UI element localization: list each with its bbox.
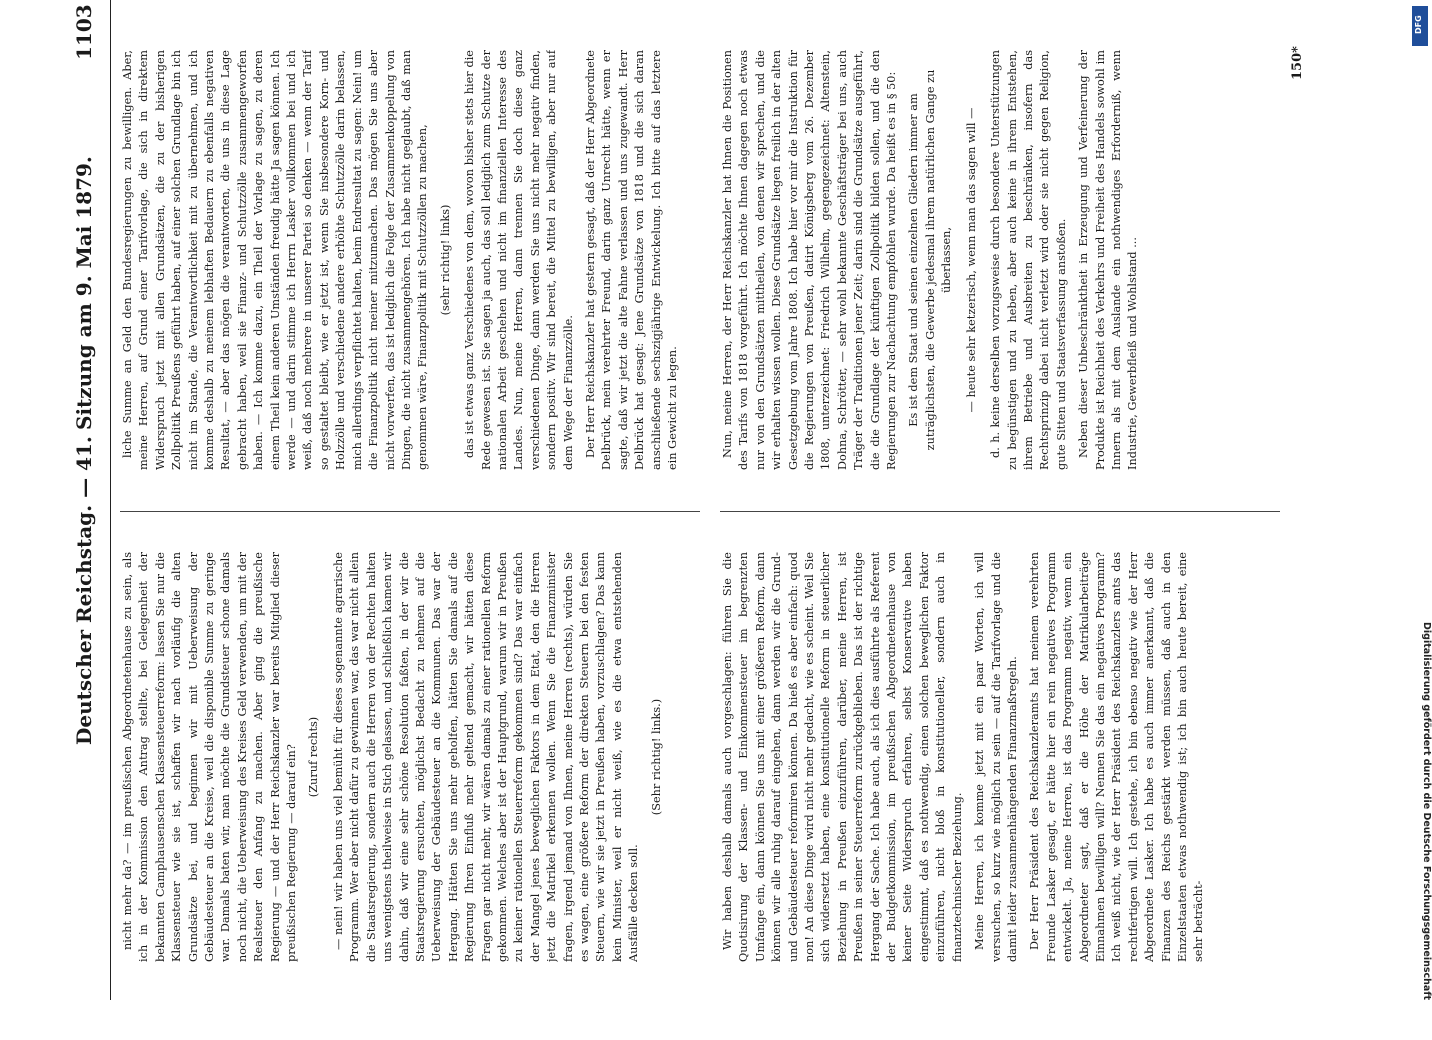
paragraph: liche Summe an Geld den Bundesregierungen zu bewilligen. Aber, meine Herren, auf Grund einer Tarifvorlage, die sich in direktem Widerspruch jetzt mit allen Grundsätzen, die zu der bisherigen Zollpolitik Preußens geführt haben, auf einer solchen Grundlage bin ich nicht im Stande, die Verantwortlichkeit mit zu übernehmen, und ich komme deshalb zu meinem lebhaften Bedauern zu ebenfalls negativen Resultat, — aber das mögen die verantworten, die uns in diese Lage gebracht haben, weil sie Finanz- und Schutzzölle zusammengeworfen haben. — Ich komme dazu, ein Theil der Vorlage zu sagen, zu deren einem Theil kein anderen Umständen freudig hätte Ja sagen können. Ich werde — und darin stimme ich Herrn Lasker vollkommen bei und ich weiß, daß noch mehrere in unserer Partei so denken — wenn der Tarif so gestaltet bleibt, wie er jetzt ist, wenn Sie insbesondere Korn- und Holzzölle und verschiedene andere erhöhte Schutzzölle darin belassen, mich allerdings verpflichtet halten, beim Endresultat zu sagen: Nein! um die Finanzpolitik nicht meiner mitzumachen. Das mögen Sie uns aber nicht vorwerfen, das ist lediglich die Folge der Zusammenkoppelung von Dingen, die nicht zusammengehören. Ich habe nicht geglaubt, daß man genommen wäre, Finanzpolitik mit Schutzzöllen zu machen,	[121, 50, 430, 470]
column-left-bottom	[720, 552, 1280, 962]
paragraph: Meine Herren, ich komme jetzt mit ein paar Worten, ich will versuchen, so kurz wie möglich zu sein — auf die Tarifvorlage und die damit leider zusammenhängenden Finanzmaßregeln.	[973, 552, 1019, 962]
paragraph: Wir haben deshalb damals auch vorgeschlagen: führen Sie die Quotisirung der Klassen- und Einkommensteuer im begrenzten Umfange ein, dann können Sie uns mit einer größeren Reform, dann können wir alle ruhig darauf eingehen, dann werden wir die Grund- und Gebäudesteuer reformiren können. Da hieß es aber einfach: quod non! An diese Dinge wird nicht mehr gedacht, wie es scheint. Weil Sie sich widersetzt haben, eine konstitutionelle Reform in steuerlicher Beziehung in Preußen einzuführen, darüber, meine Herren, ist Preußen in seiner Steuerreform zurückgeblieben. Das ist der richtige Hergang der Sache. Ich habe auch, als ich dies ausführte als Referent der Budgetkommission, im preußischen Abgeordnetenhause von keiner Seite Widerspruch erfahren, selbst Konservative haben eingestimmt, daß es nothwendig, einen solchen beweglichen Faktor einzuführen, nicht bloß in konstitutioneller, sondern auch in finanztechnischer Beziehung.	[721, 552, 964, 962]
page-number: 1103	[72, 4, 96, 60]
column-left-top	[120, 552, 710, 962]
interjection: (sehr richtig! links)	[438, 204, 452, 316]
digitization-credit	[1408, 0, 1432, 1000]
quotation: d. h. keine derselben vorzugsweise durch besondere Unterstützungen zu begünstigen und zu heben, aber auch keine in ihrem Entstehen, ihrem Betriebe und Ausbreiten zu beschränken, insofern das Rechtsprinzip dabei nicht verletzt wird oder sie nicht gegen Religion, gute Sitten und Staatsverfassung anstoßen.	[989, 50, 1068, 470]
quotation: Es ist dem Staat und seinen einzelnen Gliedern immer am zuträglichsten, die Gewerbe jedesmal ihrem natürlichen Gange zu überlassen,	[907, 69, 954, 451]
column-divider	[120, 511, 700, 512]
paragraph: Der Herr Reichskanzler hat gestern gesagt, daß der Herr Abgeordnete Delbrück, mein verehrter Freund, darin ganz Unrecht hätte, wenn er sagte, daß wir jetzt die alte Fahne verlassen und uns zugewandt. Herr Delbrück hat gesagt: Jene Grundsätze von 1818 und die sich daran anschließende sechszigjährige Entwickelung. Ich bitte auf das letztere ein Gewicht zu legen.	[583, 50, 679, 470]
signature-mark: 150*	[1290, 46, 1305, 80]
column-right-top	[120, 50, 710, 470]
paragraph: Nun, meine Herren, der Herr Reichskanzler hat Ihnen die Positionen des Tarifs von 1818 vorgeführt. Ich möchte Ihnen dagegen noch etwas nur von den Grundsätzen mittheilen, von denen wir sprechen, und die wir erhalten wissen wollen. Diese Grundsätze liegen freilich in der alten Gesetzgebung vom Jahre 1808. Ich habe hier vor mir die Instruktion für die Regierungen von Preußen, datirt Königsberg vom 26. Dezember 1808, unterzeichnet: Friedrich Wilhelm, gegengezeichnet: Altenstein, Dohna, Schrötter, — sehr wohl bekannte Geschäftsträger bei uns, auch Träger der Traditionen jener Zeit; darin sind die Grundsätze ausgeführt, die die Grundlage der künftigen Zollpolitik bilden sollen, und die den Regierungen zur Nachachtung empfohlen wurde. Da heißt es in § 50:	[721, 50, 899, 470]
interjection: (Zuruf rechts)	[307, 716, 321, 798]
interjection: (Sehr richtig! links.)	[649, 698, 663, 816]
paragraph: Neben dieser Unbeschränktheit in Erzeugung und Verfeinerung der Produkte ist Reichheit des Verkehrs und Freiheit des Handels sowohl im Innern als mit dem Auslande ein nothwendiges Erforderniß, wenn Industrie, Gewerbfleiß und Wohlstand ...	[1077, 50, 1140, 470]
digitization-credit-text: Digitalisierung gefördert durch die Deutsche Forschungsgemeinschaft	[1421, 622, 1432, 1000]
paragraph: Der Herr Präsident des Reichskanzleramts hat meinem verehrten Freunde Lasker gesagt, er hätte hier ein rein negatives Programm entwickelt. Ja, meine Herren, ist das Programm negativ, wenn ein Abgeordneter sagt, daß er die Höhe der Matrikularbeiträge Einnahmen bewilligen will? Nennen Sie das ein negatives Programm? Ich weiß nicht, wie der Herr Präsident des Reichskanzlers amts das rechtfertigen will. Ich gestehe, ich bin ebenso negativ wie der Herr Abgeordnete Lasker. Ich habe es auch immer anerkannt, daß die Finanzen des Reichs gestärkt werden müssen, daß auch in den Einzelstaaten etwas nothwendig ist; ich bin auch heute bereit, eine sehr beträcht-	[1028, 552, 1206, 962]
running-head-session: Sitzung am 9. Mai 1879.	[72, 156, 96, 430]
running-head	[0, 0, 111, 1000]
paragraph: das ist etwas ganz Verschiedenes von dem, wovon bisher stets hier die Rede gewesen ist. Sie sagen ja auch, das soll lediglich zum Schutze der nationalen Arbeit geschehen und nicht im finanziellen Interesse des Landes. Nun, meine Herren, dann trennen Sie doch diese ganz verschiedenen Dinge, dann werden Sie uns nicht mehr negativ finden, sondern positiv. Wir sind bereit, die Mittel zu bewilligen, aber nur auf dem Wege der Finanzzölle.	[463, 50, 575, 470]
paragraph: nicht mehr da? — im preußischen Abgeordnetenhause zu sein, als ich in der Kommission den Antrag stellte, bei Gelegenheit der bekannten Camphausenschen Klassensteuerreform: lassen Sie nur die Klassensteuer wie sie ist, schaffen wir nach vorläufig die alten Grundsätze bei, und beginnen wir mit Ueberweisung der Gebäudesteuer an die Kreise, weil die disponible Summe zu geringe war. Damals baten wir, man möchte die Grundsteuer schone damals noch nicht, die Ueberweisung des Kreises Geld verwenden, um mit der Realsteuer den Anfang zu machen. Aber ging die preußische Regierung — und der Herr Reichskanzler war bereits Mitglied dieser preußischen Regierung — darauf ein?	[121, 552, 299, 962]
column-right-bottom	[720, 50, 1280, 470]
running-head-left: Deutscher Reichstag. — 41.	[72, 436, 96, 745]
paragraph: — nein! wir haben uns viel bemüht für dieses sogenannte agrarische Programm. Wer aber nicht dafür zu gewinnen war, das war nicht allein die Staatsregierung, sondern auch die Herren von der Rechten halten uns wenigstens theilweise in Stich gelassen, und schließlich kamen wir dahin, daß wir eine sehr schöne Resolution faßten, in der wir die Staatsregierung ersuchten, möglichst Bedacht zu nehmen auf die Ueberweisung der Gebäudesteuer an die Kommunen. Das war der Hergang. Hätten Sie uns mehr geholfen, hätten Sie damals auf die Regierung Ihren Einfluß mehr geltend gemacht, wir hätten diese Fragen gar nicht mehr, wir wären damals zu einer rationellen Reform gekommen. Welches aber ist der Hauptgrund, warum wir in Preußen zu keiner rationellen Steuerreform gekommen sind? Das war einfach der Mangel jenes beweglichen Faktors in dem Etat, den die Herren jetzt die Matrikel erkennen wollen. Wenn Sie die Finanzminister fragen, irgend jemand von Ihnen, meine Herren (rechts), würden Sie es wagen, eine größere Reform der direkten Steuern bei den festen Steuern, wie wir sie jetzt in Preußen haben, vorzuschlagen? Das kann kein Minister, weil er nicht weiß, wie es die etwa entstehenden Ausfälle decken soll.	[331, 552, 641, 962]
dfg-logo: DFG	[1412, 6, 1428, 46]
column-divider	[720, 511, 1280, 512]
interjection: — heute sehr ketzerisch, wenn man das sagen will —	[964, 107, 978, 413]
